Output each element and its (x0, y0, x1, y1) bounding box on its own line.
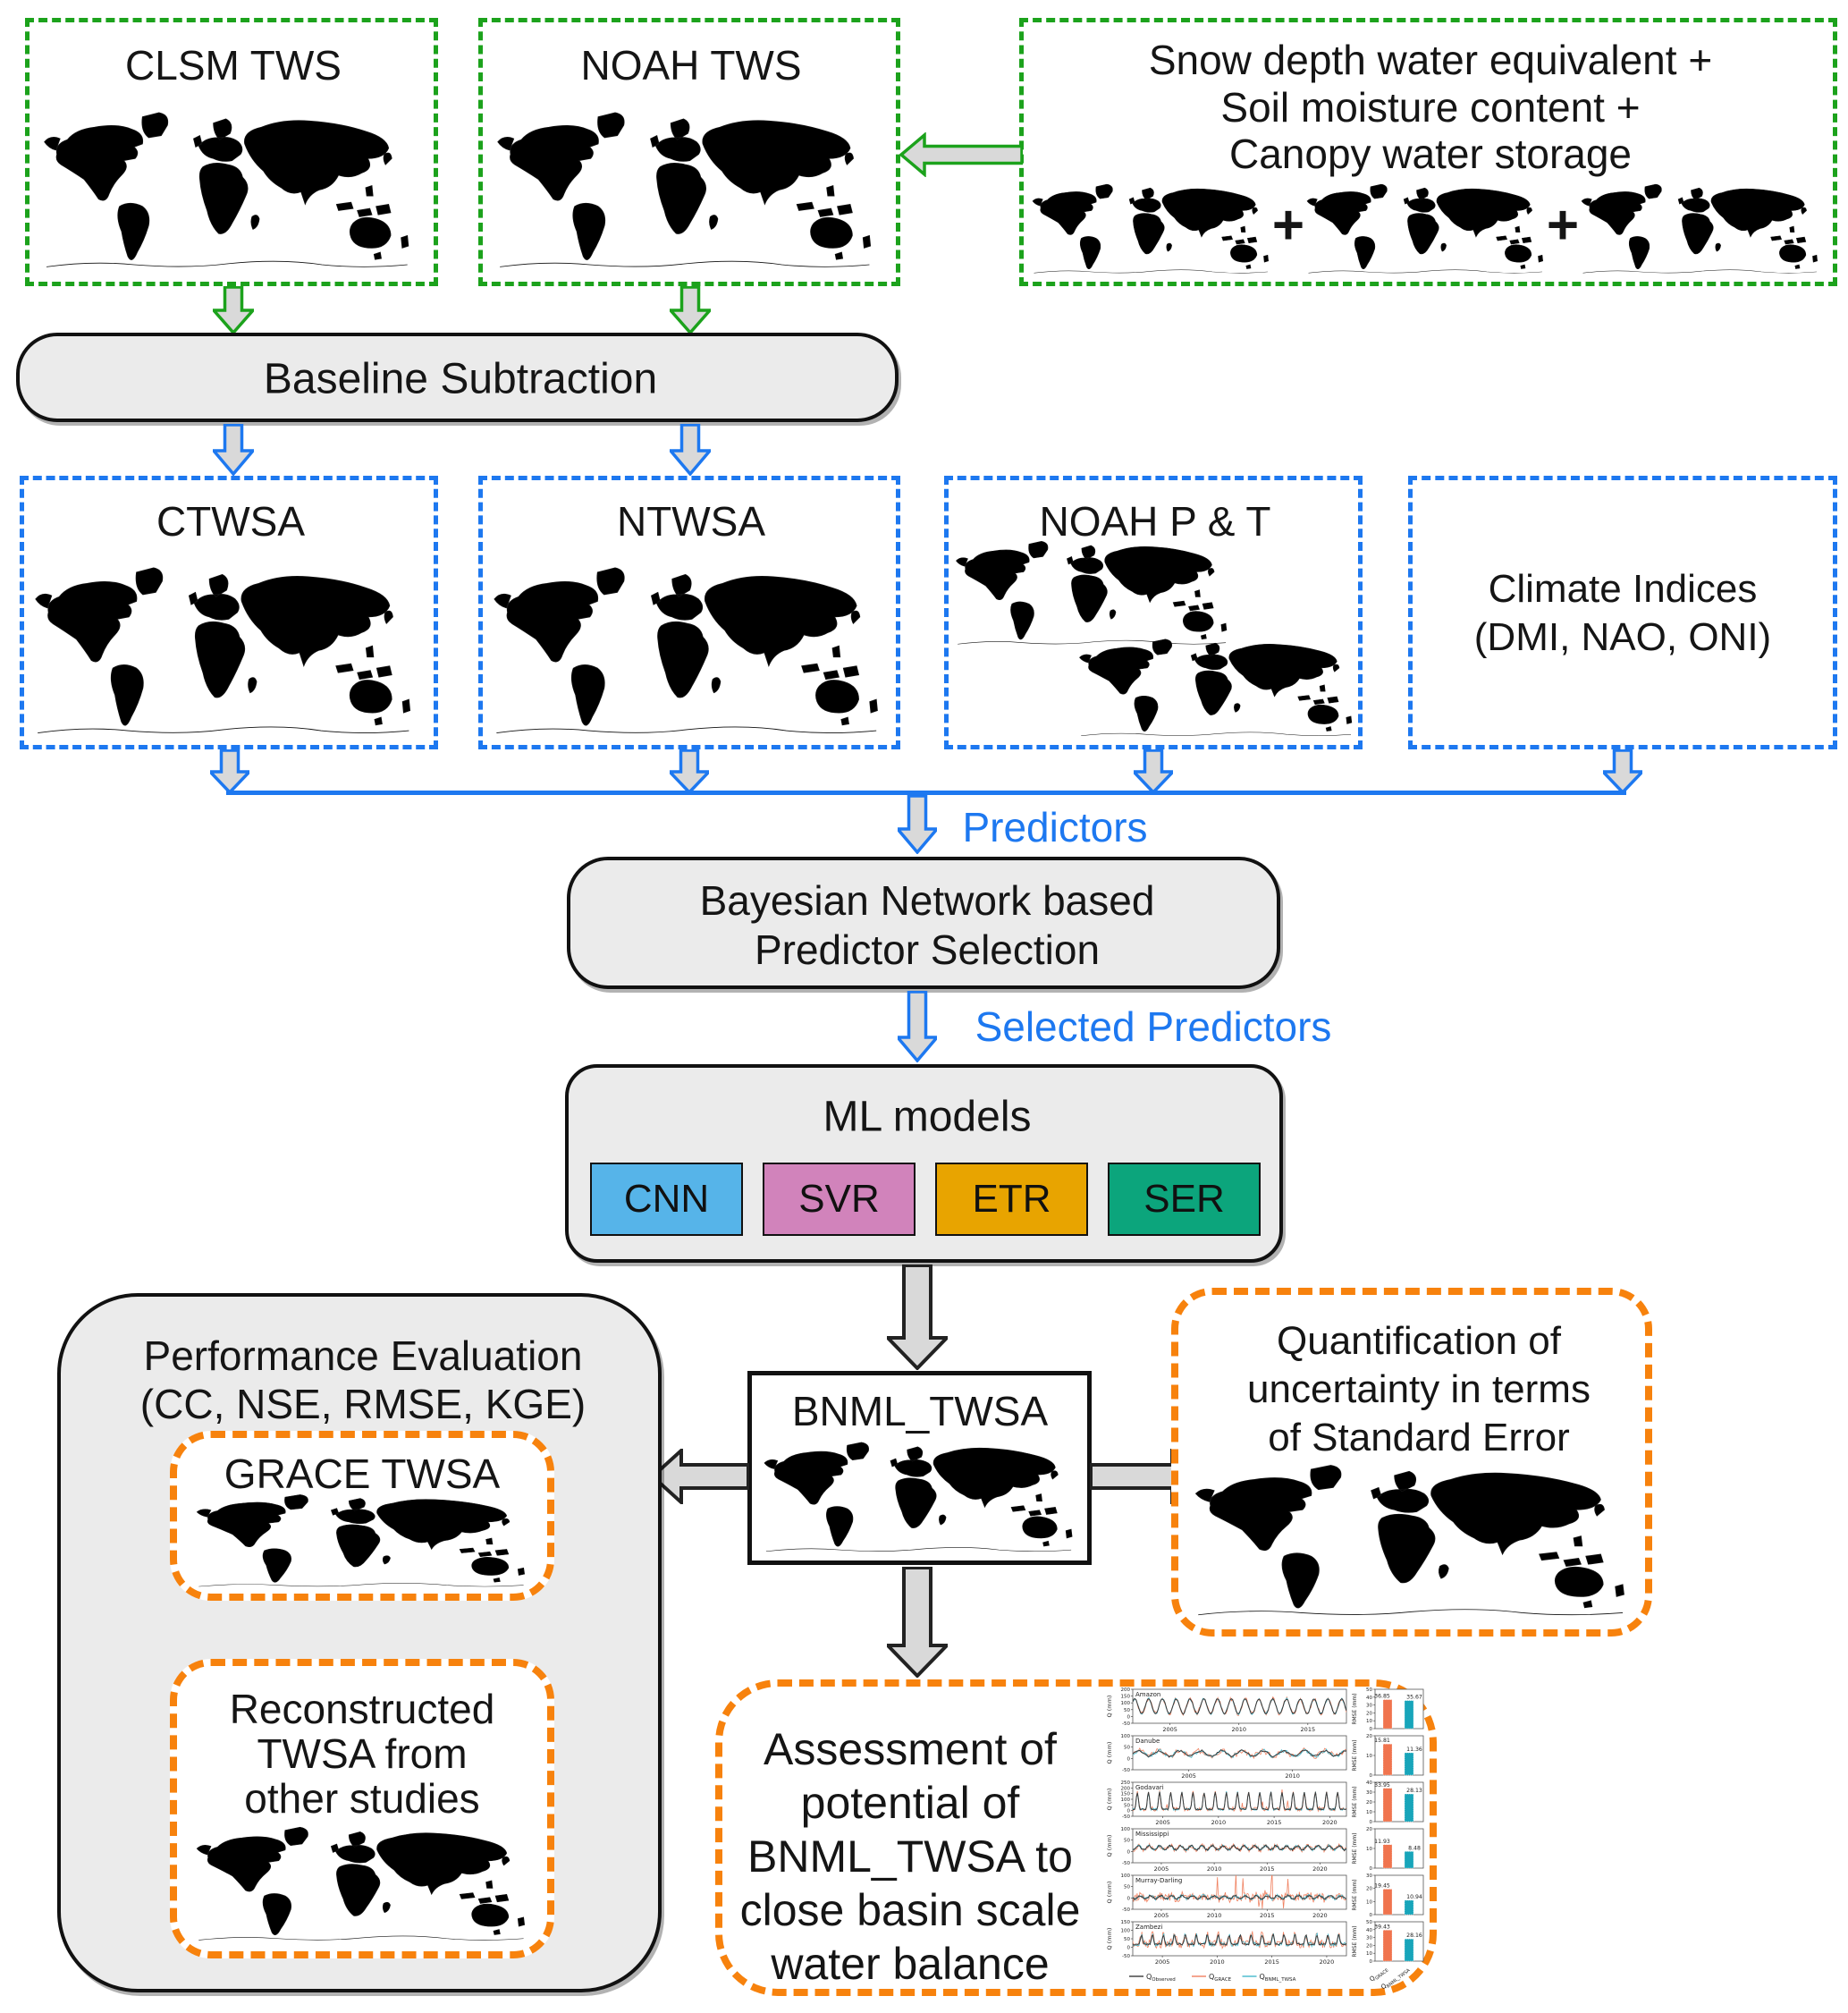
basin-chart-legend (1104, 1966, 1428, 1998)
svg-text:10: 10 (1366, 1899, 1372, 1906)
svg-text:Zambezi: Zambezi (1135, 1924, 1163, 1931)
svg-text:-50: -50 (1122, 1954, 1130, 1959)
svg-text:20: 20 (1366, 1734, 1372, 1739)
basin-chart-row-danube (1104, 1733, 1428, 1780)
svg-text:QGRACE: $Q_{GRACE}$ (1368, 1967, 1390, 1983)
recon-line-3: other studies (244, 1775, 480, 1822)
svg-text:RMSE (mm): RMSE (mm) (1352, 1925, 1358, 1958)
basin-chart-row-mississippi (1104, 1826, 1428, 1873)
arrow-inputs-to-noah (899, 132, 1023, 177)
arrow-baseline-to-ctwsa (213, 424, 254, 476)
svg-text:QBNML_TWSA: $Q_{BNML\_TWSA}$ (1380, 1967, 1412, 1992)
basin-chart-row-godavari (1104, 1780, 1428, 1826)
svg-text:50: 50 (1124, 1745, 1130, 1751)
svg-text:11.93: 11.93 (1374, 1838, 1390, 1845)
svg-text:0: 0 (1369, 1820, 1372, 1825)
svg-text:QGRACE: $Q_{GRACE}$ (1209, 1973, 1232, 1983)
basin-chart-row-murray-darling (1104, 1873, 1428, 1919)
grace-twsa-label: GRACE TWSA (224, 1451, 501, 1497)
svg-text:20: 20 (1366, 1886, 1372, 1892)
bayes-line-1: Bayesian Network based (699, 877, 1155, 924)
world-map-soil-moisture (1304, 177, 1548, 279)
svg-text:200: 200 (1120, 1786, 1130, 1792)
svg-text:10: 10 (1366, 1951, 1372, 1958)
ntwsa-label: NTWSA (616, 498, 766, 545)
svg-text:30: 30 (1366, 1703, 1372, 1709)
arrow-bnml-to-assessment (887, 1567, 948, 1678)
world-map-uncertainty (1191, 1453, 1633, 1625)
basin-chart-row-zambezi (1104, 1919, 1428, 1966)
svg-text:2020: 2020 (1312, 1912, 1328, 1919)
ml-model-svr: SVR (763, 1163, 916, 1236)
svg-text:Mississippi: Mississippi (1135, 1831, 1169, 1838)
svg-text:2015: 2015 (1300, 1726, 1316, 1733)
arrow-ntwsa-to-collector (670, 749, 709, 794)
svg-text:10: 10 (1366, 1847, 1372, 1852)
svg-text:30: 30 (1366, 1873, 1372, 1879)
ml-models-title: ML models (823, 1093, 1032, 1141)
arrow-climate-to-collector (1603, 749, 1642, 794)
svg-text:-50: -50 (1122, 1814, 1130, 1820)
climate-line-2: (DMI, NAO, ONI) (1473, 615, 1772, 659)
svg-text:0: 0 (1369, 1773, 1372, 1779)
svg-text:100: 100 (1120, 1827, 1130, 1832)
svg-text:QObserved: $Q_{Observed}$ (1146, 1973, 1176, 1983)
noah-pt-label: NOAH P & T (1039, 498, 1271, 545)
node-bayes-selection (567, 857, 1280, 989)
svg-text:0: 0 (1127, 1756, 1130, 1763)
svg-text:2015: 2015 (1266, 1819, 1282, 1826)
svg-text:100: 100 (1120, 1797, 1130, 1803)
svg-text:Danube: Danube (1135, 1738, 1160, 1745)
svg-text:100: 100 (1120, 1928, 1130, 1934)
node-baseline-subtraction (16, 333, 899, 422)
svg-text:Q (mm): Q (mm) (1106, 1834, 1113, 1857)
arrow-baseline-to-ntwsa (670, 424, 711, 476)
svg-text:2015: 2015 (1259, 1865, 1275, 1873)
assessment-line-3: BNML_TWSA to (747, 1831, 1073, 1882)
svg-text:20: 20 (1366, 1800, 1372, 1806)
svg-text:150: 150 (1120, 1791, 1130, 1797)
svg-text:0: 0 (1127, 1808, 1130, 1814)
svg-text:2005: 2005 (1162, 1726, 1177, 1733)
svg-text:40: 40 (1366, 1695, 1372, 1701)
arrow-collector-to-bayes (898, 795, 937, 854)
bayes-line-2: Predictor Selection (754, 926, 1101, 973)
svg-text:-50: -50 (1122, 1768, 1130, 1773)
svg-text:20: 20 (1366, 1711, 1372, 1717)
svg-text:11.36: 11.36 (1406, 1747, 1422, 1754)
arrow-ctwsa-to-collector (210, 749, 249, 794)
svg-text:100: 100 (1120, 1701, 1130, 1707)
uncertainty-line-2: uncertainty in terms (1247, 1367, 1591, 1411)
svg-text:10: 10 (1366, 1754, 1372, 1759)
svg-text:250: 250 (1120, 1780, 1130, 1786)
ml-model-chips (590, 1163, 1261, 1236)
svg-text:50: 50 (1124, 1838, 1130, 1844)
svg-text:2005: 2005 (1155, 1819, 1170, 1826)
svg-text:100: 100 (1120, 1873, 1130, 1879)
svg-text:2015: 2015 (1264, 1958, 1279, 1966)
assessment-line-2: potential of (800, 1778, 1020, 1828)
svg-text:0: 0 (1127, 1945, 1130, 1951)
svg-text:Murray-Darling: Murray-Darling (1135, 1877, 1183, 1884)
svg-text:QBNML_TWSA: $Q_{BNML\_TWSA}$ (1259, 1973, 1296, 1983)
uncertainty-line-3: of Standard Error (1268, 1416, 1570, 1459)
ml-model-cnn: CNN (590, 1163, 743, 1236)
svg-text:2005: 2005 (1153, 1912, 1169, 1919)
svg-text:50: 50 (1124, 1803, 1130, 1809)
svg-text:2020: 2020 (1312, 1865, 1328, 1873)
svg-text:15.81: 15.81 (1374, 1738, 1390, 1745)
recon-line-2: TWSA from (257, 1730, 468, 1777)
svg-text:2020: 2020 (1319, 1958, 1335, 1966)
svg-text:2005: 2005 (1154, 1958, 1170, 1966)
svg-text:10: 10 (1366, 1810, 1372, 1815)
svg-text:2010: 2010 (1211, 1819, 1227, 1826)
svg-text:0: 0 (1127, 1896, 1130, 1902)
svg-text:Q (mm): Q (mm) (1106, 1741, 1113, 1764)
svg-text:200: 200 (1120, 1687, 1130, 1693)
svg-text:20: 20 (1366, 1943, 1372, 1950)
svg-text:50: 50 (1124, 1884, 1130, 1890)
svg-text:RMSE (mm): RMSE (mm) (1352, 1879, 1358, 1911)
svg-text:50: 50 (1366, 1920, 1372, 1925)
arrow-bayes-to-ml (898, 991, 937, 1062)
svg-text:40: 40 (1366, 1780, 1372, 1786)
world-map-ctwsa (31, 554, 418, 744)
svg-text:RMSE (mm): RMSE (mm) (1352, 1739, 1358, 1772)
uncertainty-line-1: Quantification of (1277, 1319, 1561, 1363)
svg-text:0: 0 (1369, 1959, 1372, 1965)
performance-line-1: Performance Evaluation (143, 1332, 583, 1379)
noah-tws-label: NOAH TWS (580, 42, 802, 89)
basin-chart-row-amazon (1104, 1687, 1428, 1733)
ml-model-etr: ETR (935, 1163, 1088, 1236)
arrow-bnml-to-performance (651, 1449, 749, 1504)
svg-text:2010: 2010 (1231, 1726, 1247, 1733)
svg-text:2005: 2005 (1181, 1772, 1196, 1780)
svg-text:RMSE (mm): RMSE (mm) (1352, 1693, 1358, 1725)
svg-text:2020: 2020 (1322, 1819, 1337, 1826)
arrow-noahpt-to-collector (1134, 749, 1173, 794)
arrow-ml-to-bnml (887, 1264, 948, 1370)
arrow-clsm-to-baseline (213, 286, 254, 334)
baseline-label: Baseline Subtraction (263, 355, 658, 403)
ctwsa-label: CTWSA (156, 498, 306, 545)
svg-text:Q (mm): Q (mm) (1106, 1927, 1113, 1950)
svg-text:8.48: 8.48 (1408, 1845, 1421, 1852)
svg-text:30: 30 (1366, 1790, 1372, 1796)
world-map-noah-t (1076, 631, 1357, 742)
svg-text:RMSE (mm): RMSE (mm) (1352, 1832, 1358, 1865)
svg-text:50: 50 (1366, 1687, 1372, 1693)
svg-text:19.45: 19.45 (1374, 1882, 1390, 1890)
node-climate-indices (1408, 476, 1837, 749)
plus-sign-2: + (1546, 194, 1580, 257)
svg-text:0: 0 (1369, 1866, 1372, 1872)
plus-sign-1: + (1271, 194, 1305, 257)
climate-line-1: Climate Indices (1488, 567, 1758, 611)
svg-text:Amazon: Amazon (1135, 1691, 1161, 1698)
world-map-bnml (761, 1434, 1078, 1559)
svg-text:RMSE (mm): RMSE (mm) (1352, 1786, 1358, 1818)
svg-text:Q (mm): Q (mm) (1106, 1695, 1113, 1718)
performance-line-2: (CC, NSE, RMSE, KGE) (139, 1381, 586, 1427)
svg-text:30: 30 (1366, 1935, 1372, 1941)
world-map-noah-tws (494, 100, 878, 277)
basin-charts-panel (1104, 1687, 1428, 1998)
svg-text:50: 50 (1124, 1707, 1130, 1713)
clsm-tws-label: CLSM TWS (125, 42, 342, 89)
world-map-snow (1030, 177, 1273, 279)
ml-model-ser: SER (1108, 1163, 1261, 1236)
svg-text:Q (mm): Q (mm) (1106, 1881, 1113, 1904)
assessment-line-5: water balance (771, 1939, 1050, 1989)
predictors-label: Predictors (962, 804, 1148, 850)
svg-text:-50: -50 (1122, 1861, 1130, 1866)
svg-text:2015: 2015 (1259, 1912, 1275, 1919)
world-map-reconstructed (193, 1818, 531, 1948)
svg-text:0: 0 (1369, 1913, 1372, 1918)
recon-line-1: Reconstructed (229, 1686, 495, 1732)
svg-text:Q (mm): Q (mm) (1106, 1788, 1113, 1811)
svg-text:50: 50 (1124, 1937, 1130, 1942)
world-map-grace (193, 1487, 531, 1593)
svg-text:2010: 2010 (1210, 1958, 1225, 1966)
selected-predictors-label: Selected Predictors (975, 1003, 1332, 1050)
arrow-noah-to-baseline (670, 286, 711, 334)
storage-line-3: Canopy water storage (1228, 131, 1633, 177)
svg-text:150: 150 (1120, 1920, 1130, 1925)
bnml-twsa-label: BNML_TWSA (791, 1388, 1049, 1434)
svg-text:28.16: 28.16 (1406, 1933, 1422, 1940)
world-map-clsm-tws (40, 100, 416, 277)
svg-text:150: 150 (1120, 1694, 1130, 1700)
svg-text:-50: -50 (1122, 1907, 1130, 1913)
storage-line-2: Soil moisture content + (1220, 84, 1641, 131)
svg-text:10: 10 (1366, 1719, 1372, 1725)
svg-text:-50: -50 (1122, 1721, 1130, 1727)
world-map-ntwsa (490, 554, 885, 744)
svg-text:20: 20 (1366, 1827, 1372, 1832)
svg-text:39.43: 39.43 (1374, 1924, 1390, 1931)
svg-text:0: 0 (1127, 1849, 1130, 1856)
svg-text:100: 100 (1120, 1734, 1130, 1739)
svg-text:28.13: 28.13 (1406, 1788, 1422, 1795)
svg-text:0: 0 (1127, 1714, 1130, 1721)
svg-text:2010: 2010 (1285, 1772, 1300, 1780)
assessment-line-1: Assessment of (764, 1724, 1057, 1774)
svg-text:33.95: 33.95 (1374, 1782, 1390, 1789)
svg-text:2005: 2005 (1153, 1865, 1169, 1873)
svg-text:2010: 2010 (1206, 1865, 1222, 1873)
storage-line-1: Snow depth water equivalent + (1148, 37, 1713, 83)
svg-text:Godavari: Godavari (1135, 1784, 1164, 1791)
svg-text:35.67: 35.67 (1406, 1694, 1422, 1701)
svg-text:40: 40 (1366, 1927, 1372, 1933)
svg-text:36.85: 36.85 (1374, 1693, 1390, 1700)
world-map-canopy (1579, 177, 1822, 279)
svg-text:0: 0 (1369, 1727, 1372, 1732)
svg-text:2010: 2010 (1206, 1912, 1222, 1919)
svg-text:10.94: 10.94 (1406, 1893, 1422, 1900)
assessment-line-4: close basin scale (739, 1885, 1081, 1935)
